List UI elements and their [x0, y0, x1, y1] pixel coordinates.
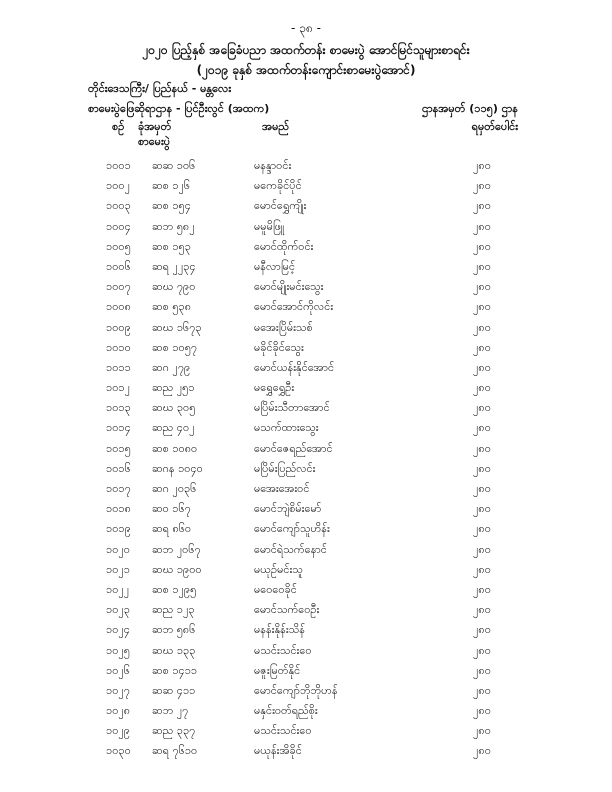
grade-total: ၂၈၀ [473, 159, 491, 172]
student-name: မောင်ရဲသက်နောင် [254, 542, 327, 556]
student-name: မနီလာမြင့် [254, 259, 296, 273]
table-row [0, 540, 612, 560]
roll-number: ဆဂန ၁၀၄၀ [152, 461, 203, 475]
student-name: မနန်းနိုန်းသိန် [254, 623, 305, 637]
student-name: မောင်ရွှေကျိုး [254, 199, 307, 213]
roll-number: ဆစ ၁၅၃ [152, 239, 191, 253]
row-number: ၁၀၁၅ [106, 441, 131, 455]
table-row [0, 156, 612, 176]
grade-total: ၂၈၀ [473, 502, 491, 516]
roll-number: ဆည ၃၃၇ [152, 724, 196, 738]
roll-number: ဆည ၄၀၂ [152, 421, 195, 435]
table-row [0, 479, 612, 499]
row-number: ၁၀၂၀ [106, 542, 130, 556]
table-row [0, 681, 612, 701]
student-name: မပြိမ်းပြည်လင်း [254, 461, 316, 475]
student-name: မသက်ထားသွေး [254, 421, 319, 435]
grade-total: ၂၈၀ [473, 623, 491, 637]
row-number: ၁၀၁၇ [106, 482, 131, 495]
student-name: မောင်ကျော်သူဟိန်း [254, 522, 330, 536]
student-name: မောင်ထိုက်ဝင်း [254, 239, 314, 253]
roll-number: ဆရ ၈၆၀ [152, 522, 192, 536]
grade-total: ၂၈၀ [473, 643, 491, 657]
roll-number: ဆည ၁၂၃ [152, 603, 195, 617]
row-number: ၁၀၁၃ [106, 401, 131, 415]
grade-total: ၂၈၀ [473, 421, 491, 435]
student-name: မပြိမ်းသီတာအောင် [254, 401, 330, 415]
student-name: မယုဉ်မင်းသူ [254, 562, 303, 576]
student-name: မယုန်းအိခိုင် [254, 744, 302, 758]
row-number: ၁၀၂၆ [106, 663, 130, 677]
roll-number: ဆဂ ၂၇၉ [152, 360, 191, 374]
table-header [0, 120, 612, 152]
grade-total: ၂၈၀ [473, 259, 491, 273]
row-number: ၁၀၀၁ [106, 159, 131, 172]
row-number: ၁၀၀၉ [106, 320, 131, 334]
table-row [0, 398, 612, 418]
roll-number: ဆဆ ၁၀၆ [152, 159, 196, 172]
roll-number: ဆစ ၁၄၁၁ [152, 663, 198, 677]
grade-total: ၂၈၀ [473, 381, 491, 395]
row-number: ၁၀၂၉ [106, 724, 130, 738]
table-row [0, 358, 612, 378]
student-name: မအေးအေးဝင် [254, 482, 310, 495]
roll-number: ဆဘ ၅၈၆ [152, 623, 196, 637]
table-row [0, 641, 612, 661]
location-line: တိုင်းဒေသကြီး/ ပြည်နယ် - မန္တလေး [88, 82, 232, 95]
results-table [0, 156, 612, 762]
table-row [0, 237, 612, 257]
grade-total: ၂၈၀ [473, 441, 491, 455]
row-number: ၁၀၁၁ [106, 360, 131, 374]
roll-number: ဆစ ၅၃၈ [152, 300, 191, 314]
student-name: မောင်ဇေရည်အောင် [254, 441, 333, 455]
table-row [0, 217, 612, 237]
student-name: မောင်ဘျဲစိမ်းမော် [254, 502, 322, 516]
student-name: မသင်းသင်းဝေ [254, 724, 312, 738]
table-row [0, 721, 612, 741]
row-number: ၁၀၁၉ [106, 522, 131, 536]
grade-total: ၂၈၀ [473, 219, 491, 233]
row-number: ၁၀၀၇ [106, 280, 131, 294]
student-name: မောင်သက်ဝေဦး [254, 603, 320, 617]
document-subtitle: (၂၀၁၉ ခုနှစ် အထက်တန်းကျောင်းစာမေးပွဲအောင်) [196, 63, 416, 77]
row-number: ၁၀၀၃ [106, 199, 131, 213]
roll-number: ဆဝ ၁၆၇ [152, 502, 191, 516]
row-number: ၁၀၀၂ [106, 179, 130, 193]
grade-total: ၂၈၀ [473, 401, 491, 415]
header-grade: ရမှတ်ပေါင်း [471, 120, 518, 133]
grade-total: ၂၈၀ [473, 582, 491, 596]
grade-total: ၂၈၀ [473, 179, 491, 193]
grade-total: ၂၈၀ [473, 663, 491, 677]
table-row [0, 439, 612, 459]
roll-number: ဆစ ၁၂၉၅ [152, 582, 197, 596]
roll-number: ဆဃ ၁၉၀၀ [152, 562, 202, 576]
table-row [0, 741, 612, 761]
student-name: မသင်းသင်းဝေ [254, 643, 312, 657]
table-row [0, 519, 612, 539]
roll-number: ဆဃ ၁၃၃ [152, 643, 196, 657]
header-no: စဉ် [112, 120, 125, 133]
row-number: ၁၀၁၈ [106, 502, 131, 516]
grade-total: ၂၈၀ [473, 704, 491, 718]
row-number: ၁၀၀၅ [106, 239, 131, 253]
grade-total: ၂၈၀ [473, 320, 491, 334]
row-number: ၁၀၀၄ [106, 219, 131, 233]
grade-total: ၂၈၀ [473, 280, 491, 294]
table-row [0, 620, 612, 640]
student-name: မဝေဝေခိုင် [254, 582, 297, 596]
row-number: ၁၀၂၇ [106, 683, 130, 697]
row-number: ၁၀၂၂ [106, 582, 130, 596]
table-row [0, 196, 612, 216]
roll-number: ဆဃ ၃၀၅ [152, 401, 196, 415]
roll-number: ဆဃ ၁၆၇၃ [152, 320, 202, 334]
row-number: ၁၀၀၈ [106, 300, 131, 314]
header-roll-sub: စာမေးပွဲ [138, 135, 171, 148]
row-number: ၁၀၀၆ [106, 259, 131, 273]
table-row [0, 277, 612, 297]
grade-total: ၂၈၀ [473, 724, 491, 738]
grade-total: ၂၈၀ [473, 482, 491, 495]
roll-number: ဆဘ ၂၇ [152, 704, 189, 718]
grade-total: ၂၈၀ [473, 239, 491, 253]
table-row [0, 661, 612, 681]
grade-total: ၂၈၀ [473, 522, 491, 536]
student-name: မနှင်းဝတ်ရည်စိုး [254, 704, 318, 718]
student-name: မောင်အောင်ကိုလင်း [254, 300, 334, 314]
student-name: မဇူးမြတ်နိုင် [254, 663, 301, 677]
roll-number: ဆရ ၇၆၁၀ [152, 744, 198, 758]
roll-number: ဆစ ၁၂၆ [152, 179, 191, 193]
roll-number: ဆဂ ၂၀၃၆ [152, 482, 197, 495]
student-name: မရွှေရွှေဦး [254, 381, 295, 395]
table-row [0, 600, 612, 620]
table-row [0, 580, 612, 600]
grade-total: ၂၈၀ [473, 603, 491, 617]
student-name: မမူမိဖြူ [254, 219, 285, 233]
student-name: မောင်ကျော်ဘိုဘိုဟန် [254, 683, 338, 697]
student-name: မအေးပြိမ်းသစ် [254, 320, 313, 334]
table-row [0, 499, 612, 519]
student-name: မနန္ဒာဝင်း [254, 159, 292, 172]
row-number: ၁၀၃၀ [106, 744, 131, 758]
grade-total: ၂၈၀ [473, 340, 491, 354]
row-number: ၁၀၂၃ [106, 603, 130, 617]
row-number: ၁၀၁၂ [106, 381, 130, 395]
table-row [0, 338, 612, 358]
table-row [0, 318, 612, 338]
header-name: အမည် [262, 120, 290, 133]
table-row [0, 459, 612, 479]
student-name: မောင်မျိုးမင်းသွေး [254, 280, 324, 294]
table-row [0, 560, 612, 580]
table-row [0, 176, 612, 196]
roll-number: ဆဘ ၅၈၂ [152, 219, 195, 233]
grade-total: ၂၈၀ [473, 542, 491, 556]
header-roll: ခုံအမှတ် [138, 120, 172, 133]
roll-number: ဆစ ၁၀၈၀ [152, 441, 198, 455]
row-number: ၁၀၂၁ [106, 562, 130, 576]
row-number: ၁၀၂၄ [106, 623, 130, 637]
grade-total: ၂၈၀ [473, 562, 491, 576]
student-name: မကေခိုင်ပိုင် [254, 179, 302, 193]
roll-number: ဆည ၂၅၁ [152, 381, 195, 395]
row-number: ၁၀၁၆ [106, 461, 131, 475]
row-number: ၁၀၁၀ [106, 340, 131, 354]
roll-number: ဆစ ၁၀၅၇ [152, 340, 198, 354]
roll-number: ဆဘ ၂၀၆၇ [152, 542, 201, 556]
grade-total: ၂၈၀ [473, 683, 491, 697]
exam-code: ဌာနအမှတ် (၁၁၅) ဌာန [421, 102, 518, 115]
row-number: ၁၀၂၅ [106, 643, 130, 657]
grade-total: ၂၈၀ [473, 300, 491, 314]
roll-number: ဆဆ ၄၁၁ [152, 683, 196, 697]
table-row [0, 257, 612, 277]
table-row [0, 378, 612, 398]
row-number: ၁၀၁၄ [106, 421, 131, 435]
page-number: - ၃၈ - [291, 21, 321, 35]
exam-center-line: စာမေးပွဲဖြေဆိုရာဌာန - ပြင်ဦးလွင် (အထက) [88, 102, 270, 115]
roll-number: ဆရ ၂၂၃၄ [152, 259, 196, 273]
table-row [0, 701, 612, 721]
table-row [0, 418, 612, 438]
grade-total: ၂၈၀ [473, 461, 491, 475]
roll-number: ဆစ ၁၅၄ [152, 199, 191, 213]
table-row [0, 297, 612, 317]
roll-number: ဆဃ ၇၉၀ [152, 280, 196, 294]
student-name: မောင်ယန်းနိုင်အောင် [254, 360, 335, 374]
grade-total: ၂၈၀ [473, 744, 491, 758]
row-number: ၁၀၂၈ [106, 704, 131, 718]
grade-total: ၂၈၀ [473, 199, 491, 213]
student-name: မခိုင်ခိုင်သွေး [254, 340, 304, 354]
grade-total: ၂၈၀ [473, 360, 491, 374]
document-title: ၂၀၂၀ ပြည့်နှစ် အခြေခံပညာ အထက်တန်း စာမေးပွဲ အောင်မြင်သူများစာရင်း [142, 43, 470, 57]
